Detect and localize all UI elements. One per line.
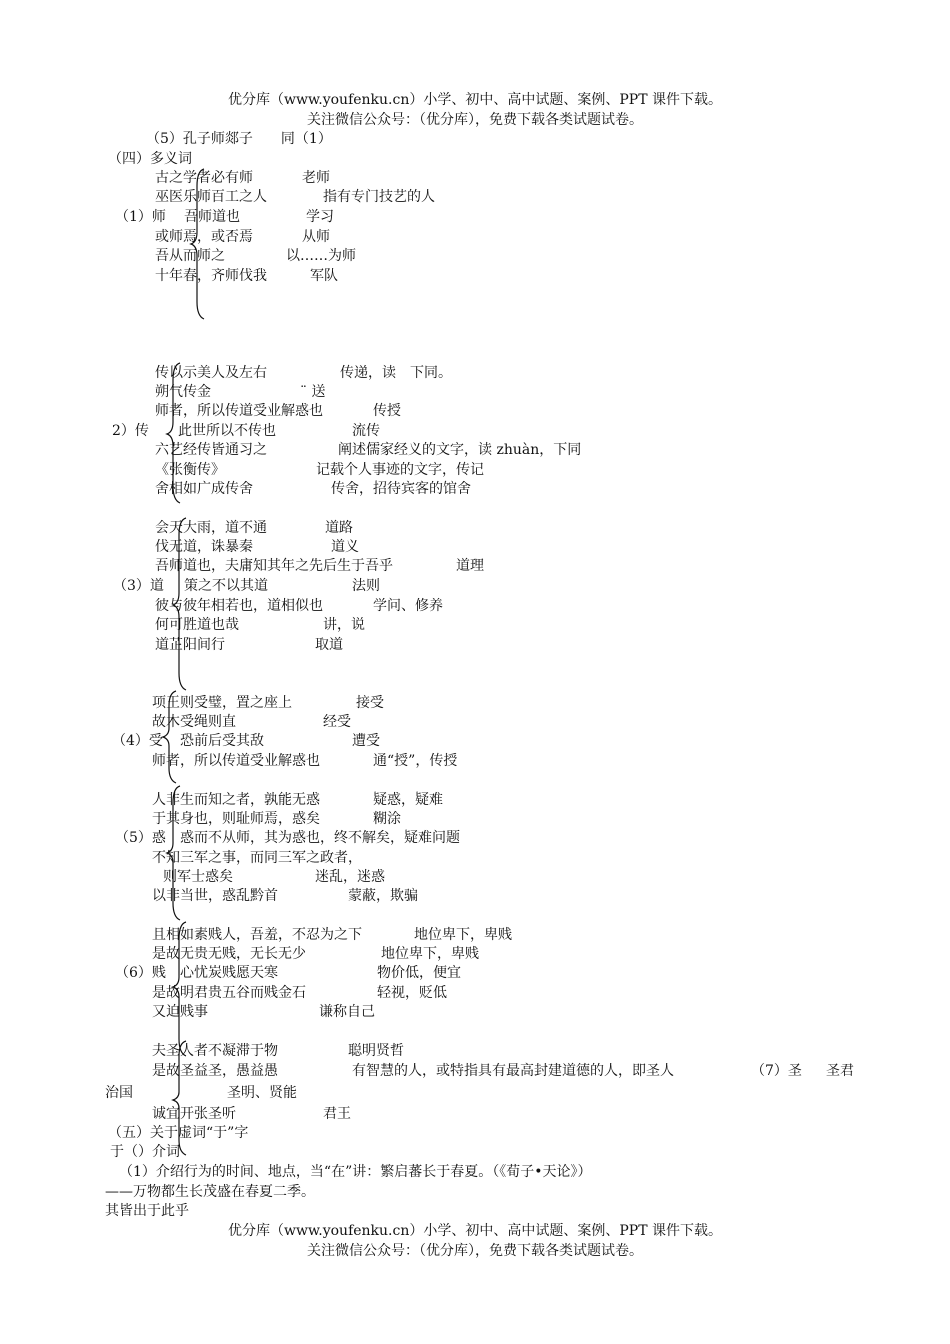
chuan-example: 六艺经传皆通习之 [155,442,267,458]
dao-label: （3）道 [113,578,164,594]
huo-meaning: 蒙蔽，欺骗 [348,888,418,904]
huo-example: 以非当世，惑乱黔首 [152,888,278,904]
section-5-title: （五）关于虚词“于”字 [108,1125,249,1141]
brace-huo [164,785,186,921]
sheng-label: （7）圣 [751,1063,802,1079]
sheng-example: 圣君 [826,1063,854,1079]
chuan-meaning: 流传 [352,423,380,439]
dao-meaning: 取道 [315,637,343,653]
shou-meaning: 接受 [356,695,384,711]
dao-example: 伐无道，诛暴秦 [155,539,253,555]
shi-meaning: 指有专门技艺的人 [323,189,435,205]
shi-meaning: 学习 [306,209,334,225]
chuan-example: 舍相如广成传舍 [155,481,253,497]
chuan-meaning: 传授 [373,403,401,419]
dao-example: 道芷阳间行 [155,637,225,653]
brace-jian [170,921,192,1057]
shi-meaning: 军队 [310,268,338,284]
dao-meaning: 讲，说 [323,617,365,633]
shou-label: （4）受 [112,733,163,749]
chuan-meaning: 传递，读 下同。 [340,365,452,381]
dao-meaning: 学问、修养 [373,598,443,614]
shi-meaning: 老师 [302,170,330,186]
brace-chuan [164,362,186,504]
sheng-meaning: 君王 [323,1106,351,1122]
sheng-example: 诚宜开张圣听 [152,1106,236,1122]
dao-meaning: 道义 [331,539,359,555]
shi-meaning: 从师 [302,229,330,245]
jian-label: （6）贱 [115,965,166,981]
huo-example: 于其身也，则耻师焉，惑矣 [152,811,320,827]
chuan-example: 师者，所以传道受业解惑也 [155,403,323,419]
jian-meaning: 谦称自己 [319,1004,375,1020]
dao-meaning: 道路 [325,520,353,536]
dao-meaning: 法则 [352,578,380,594]
shou-example: 故木受绳则直 [152,714,236,730]
dao-example: 何可胜道也哉 [155,617,239,633]
shi-example: 古之学者必有师 [155,170,253,186]
chuan-meaning: 传舍，招待宾客的馆舍 [331,481,471,497]
shi-example: 吾从而师之 [155,248,225,264]
sheng-example: 治国 [105,1085,133,1101]
chuan-meaning: 记载个人事迹的文字，传记 [316,462,484,478]
header-line-1: 优分库（www.youfenku.cn）小学、初中、高中试题、案例、PPT 课件下载。 [227,92,722,108]
chuan-meaning: ¨ 送 [300,384,326,400]
shi-example: 吾师道也 [184,209,240,225]
huo-meaning: 疑惑，疑难 [373,792,443,808]
intro-item-5: （5）孔子师郯子 同（1） [146,131,332,147]
brace-shi [188,168,210,320]
dao-example: 策之不以其道 [184,578,268,594]
section-4-title: （四）多义词 [108,151,192,167]
huo-example: 不知三军之事，而同三军之政者， [152,850,362,866]
jian-example: 又迫贱事 [152,1004,208,1020]
jian-meaning: 物价低，便宜 [377,965,461,981]
shou-example: 恐前后受其敌 [180,733,264,749]
chuan-meaning: 阐述儒家经义的文字，读 zhuàn，下同 [338,442,582,458]
brace-dao [170,517,192,691]
huo-example: 人非生而知之者，孰能无惑 [152,792,320,808]
shou-meaning: 遭受 [352,733,380,749]
huo-meaning: 迷乱，迷惑 [315,869,385,885]
shi-example: 十年春，齐师伐我 [155,268,267,284]
shi-example: 或师焉，或否焉 [155,229,253,245]
jian-meaning: 地位卑下，卑贱 [381,946,479,962]
section-5-item-1-translation: ——万物都生长茂盛在春夏二季。 [105,1184,315,1200]
huo-example: 惑而不从师，其为惑也，终不解矣，疑难问题 [180,830,460,846]
sheng-meaning: 圣明、贤能 [227,1085,297,1101]
dao-example: 彼与彼年相若也，道相似也 [155,598,323,614]
footer-line-1: 优分库（www.youfenku.cn）小学、初中、高中试题、案例、PPT 课件下载。 [227,1223,722,1239]
sheng-example: 夫圣人者不凝滞于物 [152,1043,278,1059]
shi-meaning: 以……为师 [286,248,356,264]
jian-meaning: 地位卑下，卑贱 [414,927,512,943]
chuan-example: 传以示美人及左右 [155,365,267,381]
huo-meaning: 糊涂 [373,811,401,827]
dao-example: 吾师道也，夫庸知其年之先后生于吾乎 [155,558,393,574]
shou-meaning: 通“授”，传授 [373,753,458,769]
section-5-item-1-example: 其皆出于此乎 [105,1203,189,1219]
shi-example: 巫医乐师百工之人 [155,189,267,205]
chuan-example: 朔气传金 [155,384,211,400]
jian-example: 是故明君贵五谷而贱金石 [152,985,306,1001]
section-5-item-1: （1）介绍行为的时间、地点，当“在”讲：繁启蕃长于春夏。（《荀子•天论》） [119,1164,592,1180]
header-line-2: 关注微信公众号：（优分库），免费下载各类试题试卷。 [307,112,643,128]
shou-example: 项王则受璧，置之座上 [152,695,292,711]
huo-example: 则军士惑矣 [163,869,233,885]
sheng-example: 是故圣益圣，愚益愚 [152,1063,278,1079]
chuan-example: 《张衡传》 [155,462,225,478]
jian-meaning: 轻视，贬低 [377,985,447,1001]
jian-example: 心忧炭贱愿天寒 [180,965,278,981]
shi-label: （1）师 [115,209,166,225]
jian-example: 是故无贵无贱，无长无少 [152,946,306,962]
shou-example: 师者，所以传道受业解惑也 [152,753,320,769]
chuan-example: 此世所以不传也 [178,423,276,439]
dao-example: 会天大雨，道不通 [155,520,267,536]
sheng-meaning: 有智慧的人，或特指具有最高封建道德的人，即圣人 [352,1063,674,1079]
section-5-subtitle: 于（）介词 [110,1144,180,1160]
footer-line-2: 关注微信公众号：（优分库），免费下载各类试题试卷。 [307,1243,643,1259]
dao-meaning: 道理 [456,558,484,574]
shou-meaning: 经受 [323,714,351,730]
chuan-label: 2）传 [112,423,149,439]
huo-label: （5）惑 [115,830,166,846]
jian-example: 且相如素贱人，吾羞，不忍为之下 [152,927,362,943]
brace-shou [160,690,182,784]
sheng-meaning: 聪明贤哲 [348,1043,404,1059]
